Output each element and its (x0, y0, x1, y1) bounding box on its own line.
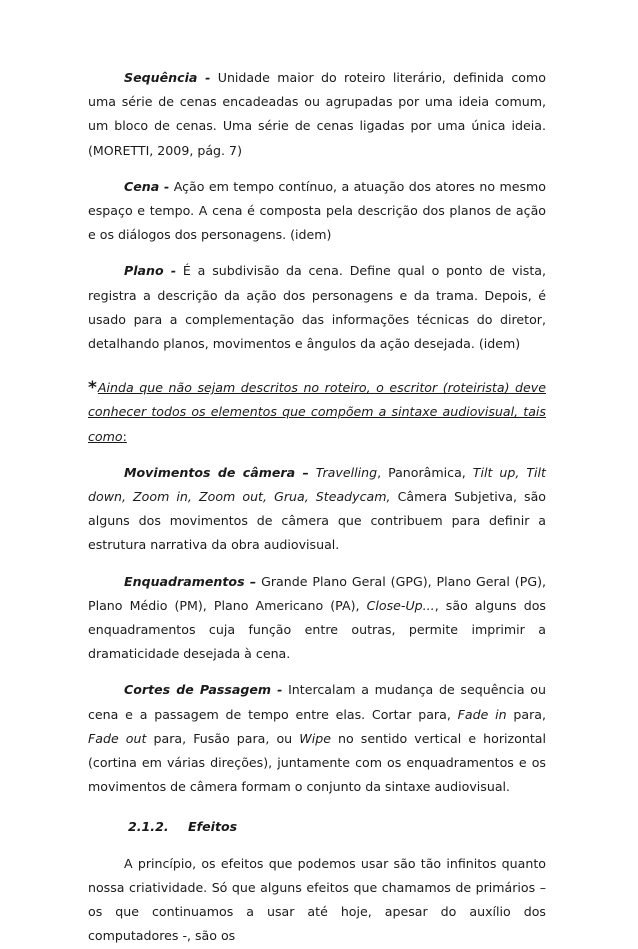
paragraph-movimentos (88, 461, 546, 558)
text-segment (309, 465, 316, 480)
text-segment: Intercalam a mudança de sequência ou cena e a passagem de tempo entre elas. Cortar para, (88, 682, 546, 722)
italic-segment: Close-Up... (366, 597, 435, 613)
note-paragraph (88, 376, 546, 449)
term-movimentos: Movimentos de câmera – (124, 464, 309, 480)
asterisk-mark: * (88, 378, 97, 399)
efeitos-text: A princípio, os efeitos que podemos usar são tão infinitos quanto nossa criatividade. Só que alguns efeitos que chamamos de primários – os que continuamos a usar até hoje, apesar do auxílio dos computadores -, são os (88, 855, 546, 944)
definition-cena: Ação em tempo contínuo, a atuação dos atores no mesmo espaço e tempo. A cena é composta pela descrição dos planos de ação e os diálogos dos personagens. (idem) (88, 178, 547, 243)
italic-segment: Wipe (299, 730, 331, 746)
paragraph-efeitos (88, 852, 546, 949)
text-segment: , Panorâmica, (377, 464, 473, 480)
paragraph-cena (88, 175, 546, 248)
term-cortes: Cortes de Passagem - (124, 682, 283, 698)
text-segment: Grande Plano Geral (GPG), Plano Geral (PG), Plano Médio (PM), Plano Americano (PA), (88, 573, 546, 613)
paragraph-enquadramentos (88, 570, 546, 667)
section-title: Efeitos (188, 819, 238, 835)
paragraph-cortes (88, 678, 546, 799)
note-colon: : (122, 428, 127, 444)
term-plano: Plano - (124, 263, 177, 279)
section-heading (88, 815, 546, 839)
paragraph-plano (88, 259, 546, 356)
definition-plano: É a subdivisão da cena. Define qual o ponto de vista, registra a descrição da ação dos personagens e da trama. Depois, é usado para a complementação das informações técnicas do diretor, detalhando planos, movimentos e ângulos da ação desejada. (idem) (88, 263, 546, 352)
text-segment: Câmera Subjetiva, são alguns dos movimentos de câmera que contribuem para definir a estrutura narrativa da obra audiovisual. (88, 489, 546, 553)
text-segment: para, Fusão para, ou (146, 730, 300, 746)
note-text: Ainda que não sejam descritos no roteiro, o escritor (roteirista) deve conhecer todos os elementos que compõem a sintaxe audiovisual, tais como (88, 380, 546, 444)
italic-segment: Tilt up, Tilt down, Zoom in, Zoom out, Grua, Steadycam, (88, 464, 546, 505)
italic-segment: Travelling (315, 464, 378, 480)
term-enquadramentos: Enquadramentos – (124, 573, 257, 589)
section-number: 2.1.2. (128, 819, 169, 835)
term-sequencia: Sequência - (124, 70, 211, 85)
text-segment: , são alguns dos enquadramentos cuja função entre outras, permite imprimir a dramaticidade desejada à cena. (88, 597, 546, 662)
text-segment: no sentido vertical e horizontal (cortina em várias direções), juntamente com os enquadramentos e os movimentos de câmera formam o conjunto da sintaxe audiovisual. (88, 730, 546, 795)
term-cena: Cena - (124, 178, 170, 194)
definition-sequencia: Unidade maior do roteiro literário, definida como uma série de cenas encadeadas ou agrupadas por uma ideia comum, um bloco de cenas. Uma série de cenas ligadas por uma única ideia. (MORETTI, 2009, pág. 7) (88, 70, 546, 158)
text-segment: para, (506, 706, 547, 722)
italic-segment: Fade in (457, 706, 507, 722)
italic-segment: Fade out (88, 730, 147, 746)
document-page (88, 66, 546, 949)
paragraph-sequencia (88, 66, 546, 163)
